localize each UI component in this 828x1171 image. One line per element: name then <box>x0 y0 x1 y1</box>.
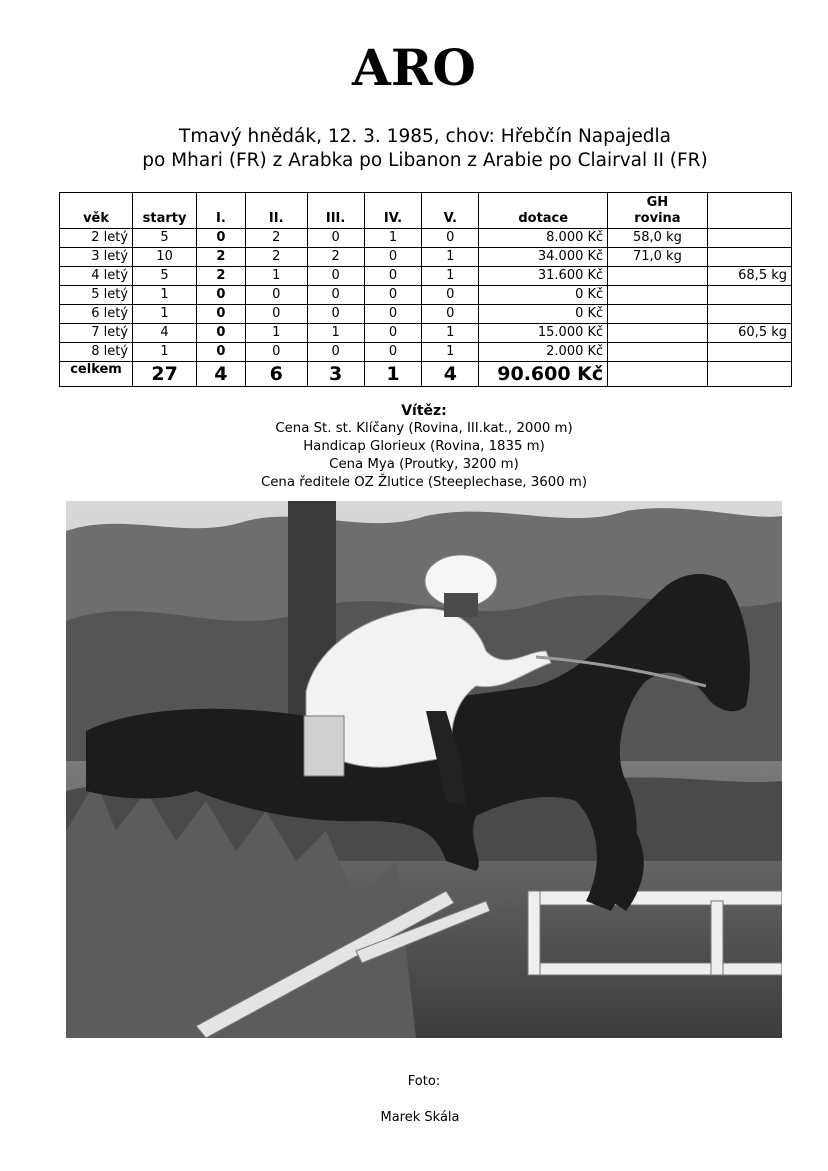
cell-first: 0 <box>197 286 246 305</box>
cell-second: 2 <box>245 229 307 248</box>
cell-starts: 4 <box>133 324 197 343</box>
cell-prize: 15.000 Kč <box>479 324 608 343</box>
table-row <box>60 248 792 267</box>
cell-fourth: 0 <box>364 267 422 286</box>
cell-gh <box>608 343 707 362</box>
cell-fifth: 1 <box>422 343 479 362</box>
cell-prize: 8.000 Kč <box>479 229 608 248</box>
horse-name: ARO <box>352 38 476 97</box>
photo-label: Foto: <box>407 1074 441 1089</box>
total-third: 3 <box>307 362 364 387</box>
cell-fourth: 0 <box>364 248 422 267</box>
total-gh <box>608 362 707 387</box>
cell-gh <box>608 305 707 324</box>
cell-extra <box>707 229 791 248</box>
cell-extra <box>707 286 791 305</box>
cell-third: 1 <box>307 324 364 343</box>
cell-third: 0 <box>307 267 364 286</box>
cell-starts: 1 <box>133 343 197 362</box>
cell-third: 0 <box>307 343 364 362</box>
cell-second: 0 <box>245 305 307 324</box>
cell-first: 0 <box>197 305 246 324</box>
winners-heading: Vítěz: <box>401 403 447 419</box>
cell-prize: 0 Kč <box>479 305 608 324</box>
col-header-fifth: V. <box>422 193 479 229</box>
cell-extra: 68,5 kg <box>707 267 791 286</box>
cell-prize: 0 Kč <box>479 286 608 305</box>
col-header-first: I. <box>197 193 246 229</box>
col-header-gh-line2: rovina <box>634 211 681 226</box>
cell-second: 0 <box>245 286 307 305</box>
total-fourth: 1 <box>364 362 422 387</box>
cell-gh: 58,0 kg <box>608 229 707 248</box>
table-row <box>60 305 792 324</box>
table-row <box>60 286 792 305</box>
col-header-second: II. <box>245 193 307 229</box>
col-header-age: věk <box>60 193 133 229</box>
cell-prize: 31.600 Kč <box>479 267 608 286</box>
horse-pedigree: po Mhari (FR) z Arabka po Libanon z Arabie po Clairval II (FR) <box>142 150 708 171</box>
table-header-row <box>60 193 792 229</box>
cell-prize: 34.000 Kč <box>479 248 608 267</box>
table-row <box>60 324 792 343</box>
cell-first: 2 <box>197 267 246 286</box>
col-header-extra <box>707 193 791 229</box>
total-fifth: 4 <box>422 362 479 387</box>
total-second: 6 <box>245 362 307 387</box>
cell-third: 2 <box>307 248 364 267</box>
cell-first: 0 <box>197 229 246 248</box>
cell-gh: 71,0 kg <box>608 248 707 267</box>
col-header-gh <box>608 193 707 229</box>
cell-extra: 60,5 kg <box>707 324 791 343</box>
cell-starts: 1 <box>133 305 197 324</box>
cell-fourth: 0 <box>364 305 422 324</box>
cell-age: 4 letý <box>60 267 133 286</box>
winner-race: Cena Mya (Proutky, 3200 m) <box>329 457 519 472</box>
cell-starts: 5 <box>133 229 197 248</box>
race-statistics-table <box>59 192 792 387</box>
cell-fifth: 0 <box>422 229 479 248</box>
steeplechase-photo <box>66 501 782 1038</box>
cell-age: 7 letý <box>60 324 133 343</box>
cell-age: 2 letý <box>60 229 133 248</box>
cell-first: 0 <box>197 343 246 362</box>
col-header-fourth: IV. <box>364 193 422 229</box>
col-header-gh-line1: GH <box>646 195 669 210</box>
cell-fifth: 1 <box>422 324 479 343</box>
cell-fifth: 0 <box>422 286 479 305</box>
cell-prize: 2.000 Kč <box>479 343 608 362</box>
winner-race: Cena ředitele OZ Žlutice (Steeplechase, 3600 m) <box>260 475 588 490</box>
cell-first: 0 <box>197 324 246 343</box>
cell-second: 1 <box>245 267 307 286</box>
table-row <box>60 267 792 286</box>
cell-second: 2 <box>245 248 307 267</box>
col-header-starts: starty <box>133 193 197 229</box>
cell-third: 0 <box>307 286 364 305</box>
cell-extra <box>707 305 791 324</box>
table-total-row <box>60 362 792 387</box>
cell-age: 3 letý <box>60 248 133 267</box>
winners-section <box>0 402 828 492</box>
cell-second: 1 <box>245 324 307 343</box>
cell-fourth: 0 <box>364 286 422 305</box>
cell-starts: 5 <box>133 267 197 286</box>
table-row <box>60 229 792 248</box>
cell-third: 0 <box>307 229 364 248</box>
cell-third: 0 <box>307 305 364 324</box>
cell-fourth: 1 <box>364 229 422 248</box>
cell-gh <box>608 286 707 305</box>
cell-fifth: 0 <box>422 305 479 324</box>
col-header-third: III. <box>307 193 364 229</box>
total-label: celkem <box>60 362 133 387</box>
cell-fourth: 0 <box>364 343 422 362</box>
cell-gh <box>608 324 707 343</box>
cell-age: 8 letý <box>60 343 133 362</box>
cell-age: 6 letý <box>60 305 133 324</box>
cell-starts: 1 <box>133 286 197 305</box>
winner-race: Handicap Glorieux (Rovina, 1835 m) <box>303 439 545 454</box>
total-prize: 90.600 Kč <box>479 362 608 387</box>
cell-second: 0 <box>245 343 307 362</box>
horse-description: Tmavý hnědák, 12. 3. 1985, chov: Hřebčín Napajedla <box>179 126 671 147</box>
cell-fifth: 1 <box>422 267 479 286</box>
cell-extra <box>707 343 791 362</box>
photo-author: Marek Skála <box>380 1110 460 1125</box>
total-extra <box>707 362 791 387</box>
cell-age: 5 letý <box>60 286 133 305</box>
cell-gh <box>608 267 707 286</box>
total-first: 4 <box>197 362 246 387</box>
total-starts: 27 <box>133 362 197 387</box>
table-row <box>60 343 792 362</box>
cell-starts: 10 <box>133 248 197 267</box>
cell-fifth: 1 <box>422 248 479 267</box>
col-header-prize: dotace <box>479 193 608 229</box>
cell-extra <box>707 248 791 267</box>
cell-first: 2 <box>197 248 246 267</box>
cell-fourth: 0 <box>364 324 422 343</box>
winner-race: Cena St. st. Klíčany (Rovina, III.kat., 2000 m) <box>275 421 573 436</box>
